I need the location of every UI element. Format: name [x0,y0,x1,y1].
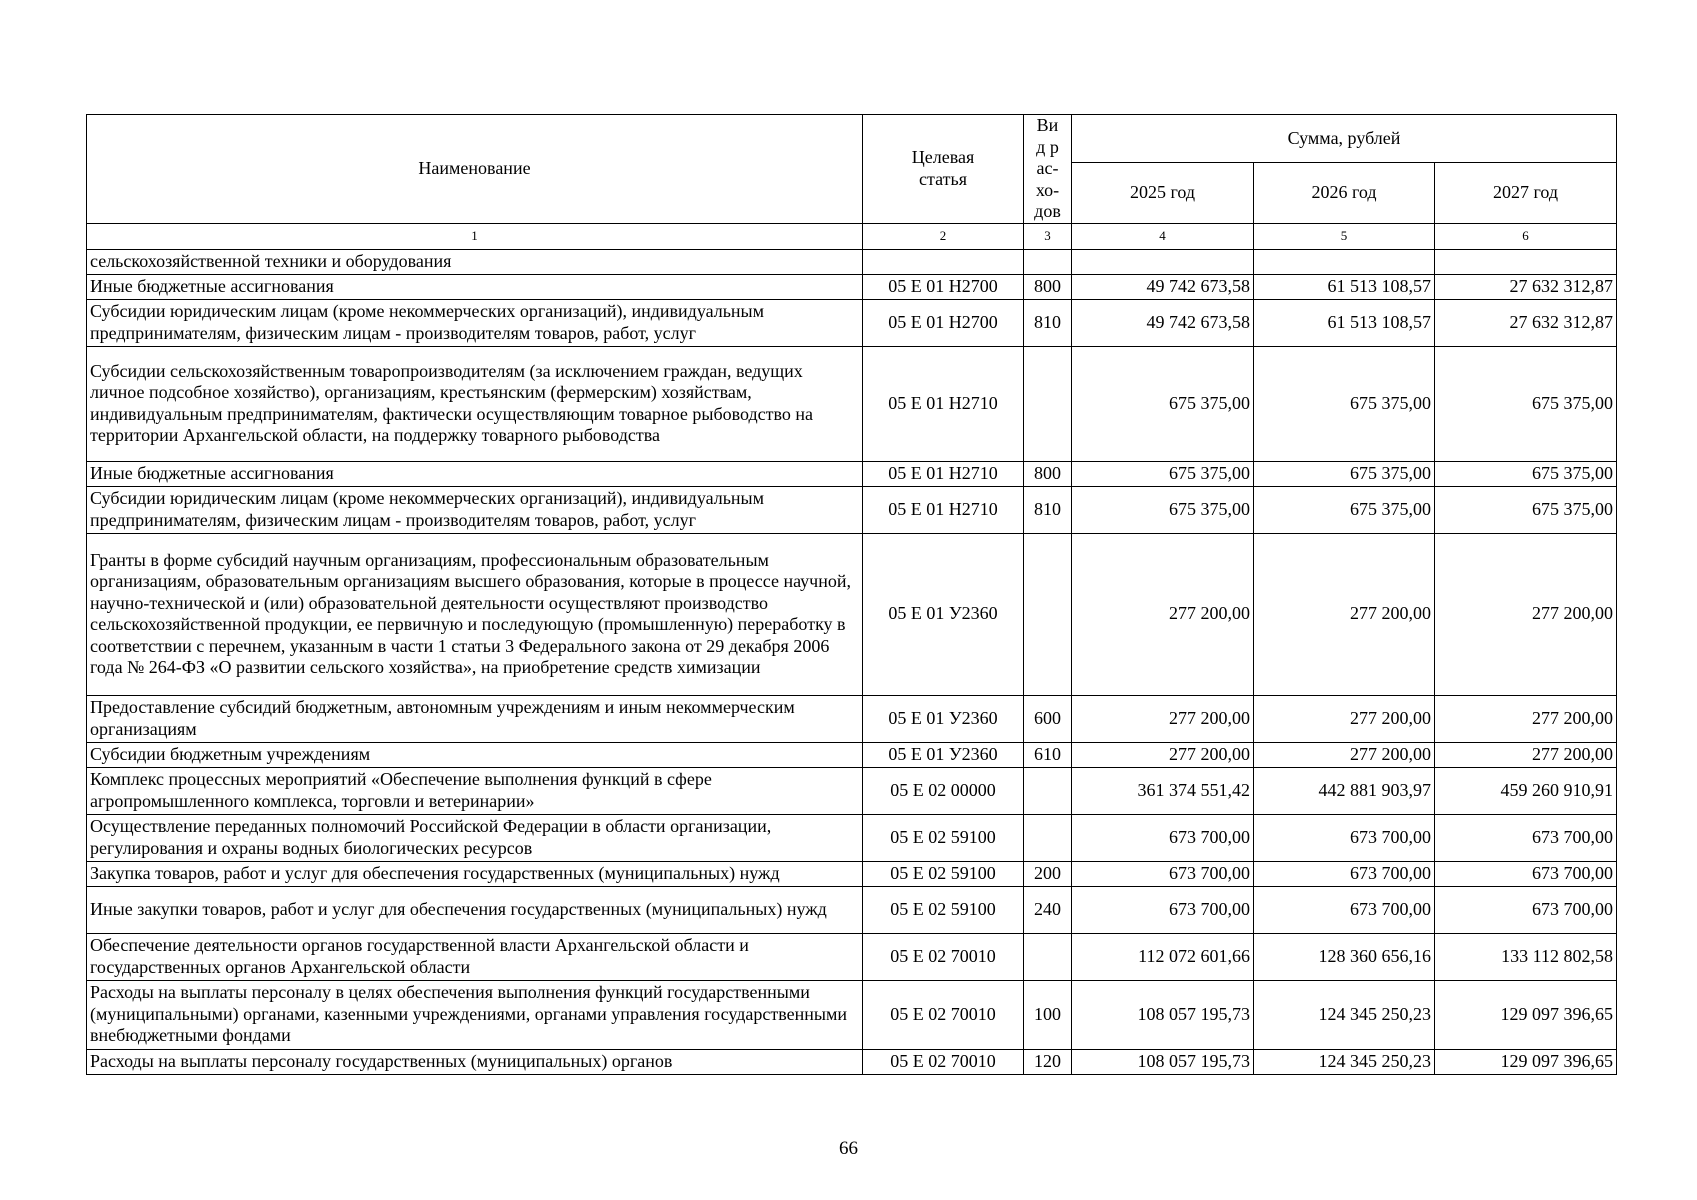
col-number-6: 6 [1435,223,1617,249]
row-sum-2027-cell: 27 632 312,87 [1435,299,1617,346]
table-row [87,814,1617,861]
row-sum-2027-cell: 459 260 910,91 [1435,767,1617,814]
row-target-code-cell: 05 Е 02 70010 [863,1049,1024,1074]
row-sum-2026-cell: 61 513 108,57 [1254,299,1435,346]
row-sum-2027-cell: 277 200,00 [1435,742,1617,767]
row-name-cell: Иные закупки товаров, работ и услуг для обеспечения государственных (муниципальных) нужд [87,886,863,933]
row-sum-2026-cell: 673 700,00 [1254,886,1435,933]
row-target-code-cell: 05 Е 01 Н2700 [863,274,1024,299]
row-sum-2027-cell: 129 097 396,65 [1435,1049,1617,1074]
row-sum-2026-cell: 673 700,00 [1254,861,1435,886]
budget-table [86,114,1617,1075]
row-sum-2026-cell: 277 200,00 [1254,533,1435,695]
row-sum-2025-cell: 675 375,00 [1072,346,1254,461]
row-expense-kind-cell: 610 [1024,742,1072,767]
row-name-cell: Иные бюджетные ассигнования [87,274,863,299]
row-expense-kind-cell: 810 [1024,486,1072,533]
col-number-5: 5 [1254,223,1435,249]
row-sum-2027-cell: 277 200,00 [1435,533,1617,695]
table-row [87,461,1617,486]
row-expense-kind-cell [1024,533,1072,695]
row-sum-2025-cell: 112 072 601,66 [1072,933,1254,980]
row-name-cell: Закупка товаров, работ и услуг для обеспечения государственных (муниципальных) нужд [87,861,863,886]
table-body [87,249,1617,1074]
row-sum-2026-cell: 675 375,00 [1254,461,1435,486]
table-row [87,695,1617,742]
row-sum-2026-cell: 277 200,00 [1254,695,1435,742]
header-kind-text: Вид рас-хо-дов [1034,115,1061,221]
row-target-code-cell: 05 Е 01 Н2700 [863,299,1024,346]
row-sum-2025-cell: 277 200,00 [1072,742,1254,767]
row-sum-2027-cell: 675 375,00 [1435,486,1617,533]
row-sum-2026-cell [1254,249,1435,274]
row-target-code-cell: 05 Е 01 Н2710 [863,486,1024,533]
row-sum-2026-cell: 124 345 250,23 [1254,980,1435,1049]
row-target-code-cell [863,249,1024,274]
header-target-article [863,115,1024,224]
row-sum-2026-cell: 675 375,00 [1254,346,1435,461]
table-row [87,346,1617,461]
row-name-cell: Расходы на выплаты персоналу в целях обеспечения выполнения функций государственными (муниципальными) органами, казенными учреждениями, органами управления государственными внебюджетными фондами [87,980,863,1049]
header-year-2026: 2026 год [1254,162,1435,223]
row-expense-kind-cell: 240 [1024,886,1072,933]
row-sum-2027-cell: 673 700,00 [1435,861,1617,886]
header-sum: Сумма, рублей [1072,115,1617,163]
page-number: 66 [839,1138,858,1159]
row-sum-2025-cell: 108 057 195,73 [1072,1049,1254,1074]
row-name-cell: Субсидии юридическим лицам (кроме некоммерческих организаций), индивидуальным предпринимателям, физическим лицам - производителям товаров, работ, услуг [87,486,863,533]
row-name-cell: Комплекс процессных мероприятий «Обеспечение выполнения функций в сфере агропромышленного комплекса, торговли и ветеринарии» [87,767,863,814]
table-row [87,861,1617,886]
row-name-cell: Субсидии сельскохозяйственным товаропроизводителям (за исключением граждан, ведущих личное подсобное хозяйство), организациям, крестьянским (фермерским) хозяйствам, индивидуальным предпринимателям, фактически осуществляющим товарное рыбоводство на территории Архангельской области, на поддержку товарного рыбоводства [87,346,863,461]
row-expense-kind-cell: 120 [1024,1049,1072,1074]
row-name-cell: Субсидии юридическим лицам (кроме некоммерческих организаций), индивидуальным предпринимателям, физическим лицам - производителям товаров, работ, услуг [87,299,863,346]
row-target-code-cell: 05 Е 01 У2360 [863,533,1024,695]
row-name-cell: Расходы на выплаты персоналу государственных (муниципальных) органов [87,1049,863,1074]
col-number-2: 2 [863,223,1024,249]
table-row [87,886,1617,933]
row-sum-2025-cell: 108 057 195,73 [1072,980,1254,1049]
row-name-cell: Обеспечение деятельности органов государственной власти Архангельской области и государственных органов Архангельской области [87,933,863,980]
row-expense-kind-cell [1024,346,1072,461]
col-number-3: 3 [1024,223,1072,249]
row-sum-2025-cell: 361 374 551,42 [1072,767,1254,814]
row-sum-2025-cell: 675 375,00 [1072,486,1254,533]
row-sum-2025-cell: 673 700,00 [1072,861,1254,886]
row-sum-2026-cell: 675 375,00 [1254,486,1435,533]
row-target-code-cell: 05 Е 02 70010 [863,933,1024,980]
row-sum-2025-cell: 673 700,00 [1072,814,1254,861]
header-expense-kind [1024,115,1072,224]
table-row [87,486,1617,533]
row-sum-2025-cell: 277 200,00 [1072,533,1254,695]
row-target-code-cell: 05 Е 01 У2360 [863,742,1024,767]
row-sum-2026-cell: 277 200,00 [1254,742,1435,767]
row-sum-2025-cell: 673 700,00 [1072,886,1254,933]
row-expense-kind-cell: 600 [1024,695,1072,742]
row-sum-2027-cell: 27 632 312,87 [1435,274,1617,299]
row-sum-2027-cell: 129 097 396,65 [1435,980,1617,1049]
header-name: Наименование [87,115,863,224]
row-sum-2025-cell: 277 200,00 [1072,695,1254,742]
row-sum-2026-cell: 442 881 903,97 [1254,767,1435,814]
row-expense-kind-cell [1024,767,1072,814]
row-sum-2025-cell: 49 742 673,58 [1072,299,1254,346]
row-expense-kind-cell: 810 [1024,299,1072,346]
table-row [87,933,1617,980]
row-name-cell: Осуществление переданных полномочий Российской Федерации в области организации, регулирования и охраны водных биологических ресурсов [87,814,863,861]
row-expense-kind-cell: 800 [1024,274,1072,299]
row-sum-2027-cell: 673 700,00 [1435,886,1617,933]
col-number-1: 1 [87,223,863,249]
row-name-cell: Иные бюджетные ассигнования [87,461,863,486]
row-expense-kind-cell [1024,249,1072,274]
col-number-4: 4 [1072,223,1254,249]
row-expense-kind-cell: 800 [1024,461,1072,486]
row-sum-2027-cell: 675 375,00 [1435,461,1617,486]
row-sum-2026-cell: 61 513 108,57 [1254,274,1435,299]
row-name-cell: Предоставление субсидий бюджетным, автономным учреждениям и иным некоммерческим организациям [87,695,863,742]
row-sum-2027-cell: 675 375,00 [1435,346,1617,461]
row-expense-kind-cell: 100 [1024,980,1072,1049]
row-sum-2027-cell: 133 112 802,58 [1435,933,1617,980]
table-row [87,533,1617,695]
row-target-code-cell: 05 Е 02 00000 [863,767,1024,814]
row-name-cell: Субсидии бюджетным учреждениям [87,742,863,767]
row-name-cell: Гранты в форме субсидий научным организациям, профессиональным образовательным организациям, образовательным организациям высшего образования, которые в процессе научной, научно-технической и (или) образовательной деятельности осуществляют производство сельскохозяйственной продукции, ее первичную и последующую (промышленную) переработку в соответствии с перечнем, указанным в части 1 статьи 3 Федерального закона от 29 декабря 2006 года № 264-ФЗ «О развитии сельского хозяйства», на приобретение средств химизации [87,533,863,695]
table-row [87,299,1617,346]
table-row [87,980,1617,1049]
row-sum-2026-cell: 124 345 250,23 [1254,1049,1435,1074]
header-year-2025: 2025 год [1072,162,1254,223]
row-target-code-cell: 05 Е 02 70010 [863,980,1024,1049]
row-target-code-cell: 05 Е 02 59100 [863,861,1024,886]
row-name-cell: сельскохозяйственной техники и оборудования [87,249,863,274]
table-row [87,274,1617,299]
table-row [87,249,1617,274]
table-row [87,767,1617,814]
table-row [87,1049,1617,1074]
table-row [87,742,1617,767]
header-year-2027: 2027 год [1435,162,1617,223]
row-expense-kind-cell: 200 [1024,861,1072,886]
row-sum-2027-cell: 277 200,00 [1435,695,1617,742]
header-target-text: Целевая статья [911,147,975,189]
row-sum-2026-cell: 128 360 656,16 [1254,933,1435,980]
row-sum-2026-cell: 673 700,00 [1254,814,1435,861]
row-target-code-cell: 05 Е 02 59100 [863,814,1024,861]
row-expense-kind-cell [1024,814,1072,861]
row-sum-2025-cell: 675 375,00 [1072,461,1254,486]
row-sum-2027-cell: 673 700,00 [1435,814,1617,861]
row-sum-2027-cell [1435,249,1617,274]
row-expense-kind-cell [1024,933,1072,980]
row-sum-2025-cell [1072,249,1254,274]
row-sum-2025-cell: 49 742 673,58 [1072,274,1254,299]
row-target-code-cell: 05 Е 01 Н2710 [863,346,1024,461]
row-target-code-cell: 05 Е 01 У2360 [863,695,1024,742]
row-target-code-cell: 05 Е 01 Н2710 [863,461,1024,486]
row-target-code-cell: 05 Е 02 59100 [863,886,1024,933]
